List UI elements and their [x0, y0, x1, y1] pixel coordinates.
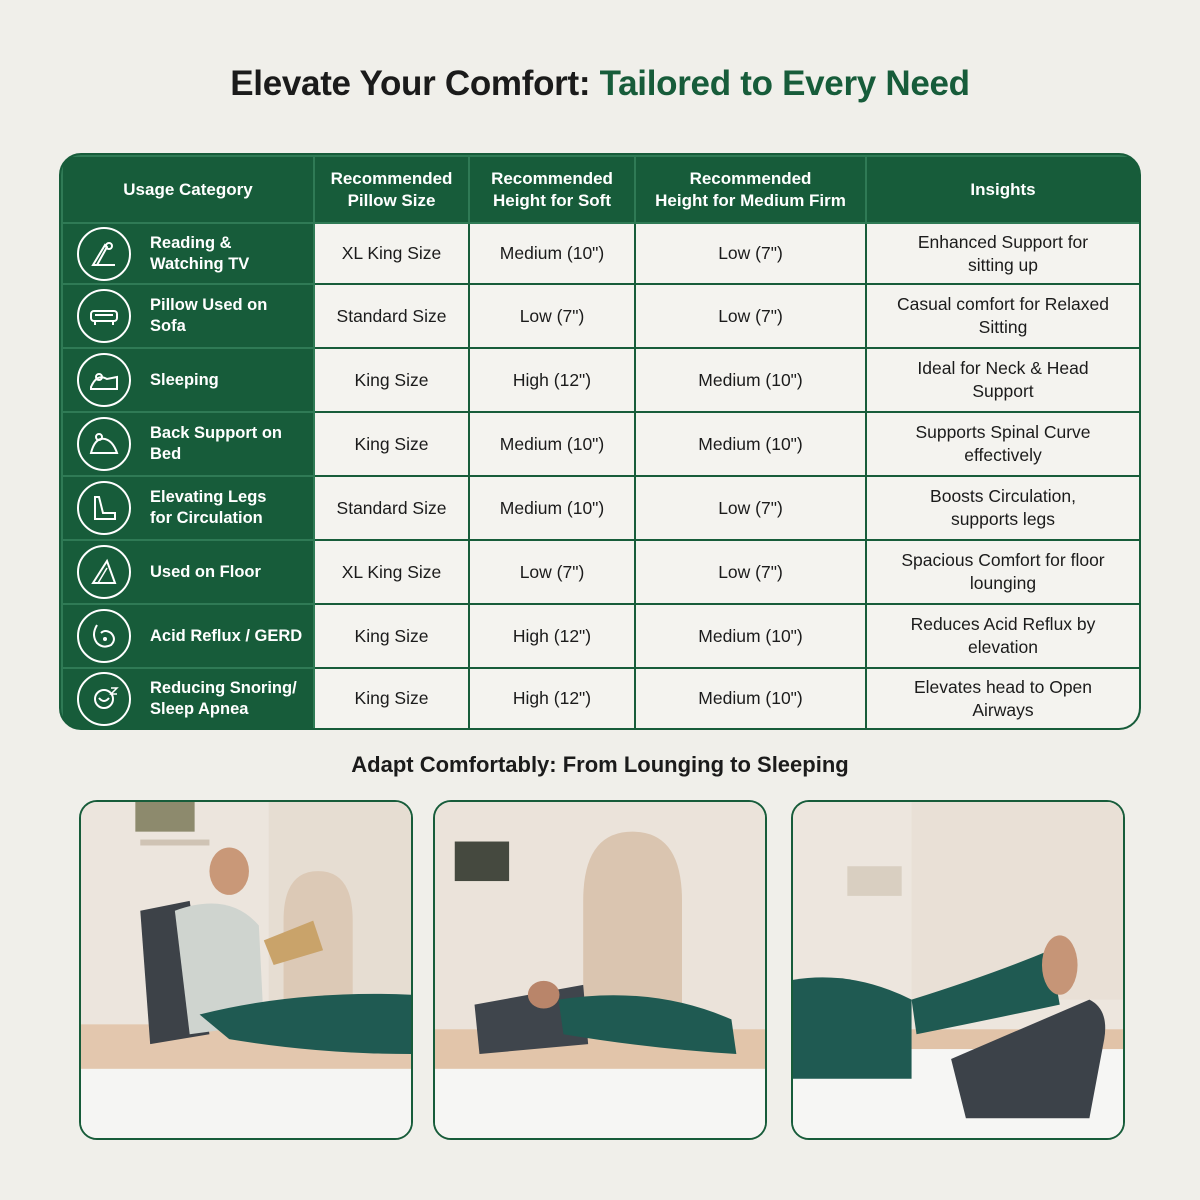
usage-category-cell [62, 412, 314, 476]
height-medium-firm-cell: Medium (10") [635, 412, 866, 476]
sofa-icon [77, 289, 131, 343]
insight-cell: Reduces Acid Reflux by elevation [866, 604, 1140, 668]
usage-category-label: Used on Floor [150, 562, 261, 581]
insight-cell: Casual comfort for Relaxed Sitting [866, 284, 1140, 348]
height-soft-cell: Medium (10") [469, 476, 635, 540]
usage-category-cell [62, 604, 314, 668]
title-part-1: Elevate Your Comfort: [230, 64, 591, 103]
height-soft-cell: Medium (10") [469, 412, 635, 476]
height-medium-firm-cell: Low (7") [635, 476, 866, 540]
table-row [62, 476, 1140, 540]
usage-category-cell [62, 348, 314, 412]
pillow-size-cell: Standard Size [314, 476, 469, 540]
insight-cell: Supports Spinal Curve effectively [866, 412, 1140, 476]
pillow-size-cell: XL King Size [314, 540, 469, 604]
height-soft-cell: High (12") [469, 604, 635, 668]
pillow-size-cell: King Size [314, 412, 469, 476]
height-medium-firm-cell: Medium (10") [635, 604, 866, 668]
sleeping-icon [77, 353, 131, 407]
usage-category-label: Reading & Watching TV [150, 233, 250, 273]
acid-reflux-icon [77, 609, 131, 663]
table-row [62, 284, 1140, 348]
table-row [62, 348, 1140, 412]
insight-cell: Boosts Circulation, supports legs [866, 476, 1140, 540]
pillow-size-cell: XL King Size [314, 223, 469, 284]
usage-category-cell [62, 476, 314, 540]
table-row [62, 668, 1140, 729]
insight-cell: Ideal for Neck & Head Support [866, 348, 1140, 412]
usage-category-label: Elevating Legs for Circulation [150, 488, 267, 527]
usage-category-cell [62, 540, 314, 604]
comparison-table [59, 153, 1141, 730]
photo-sleeping [433, 800, 767, 1140]
usage-category-cell [62, 223, 314, 284]
header-pillow-size: Recommended Pillow Size [314, 156, 469, 223]
reading-tv-icon [77, 227, 131, 281]
back-support-icon [77, 417, 131, 471]
table-row [62, 412, 1140, 476]
header-height-soft: Recommended Height for Soft [469, 156, 635, 223]
usage-category-cell [62, 668, 314, 729]
table-row [62, 604, 1140, 668]
snoring-icon [77, 672, 131, 726]
table-header-row [62, 156, 1140, 223]
header-height-medium-firm: Recommended Height for Medium Firm [635, 156, 866, 223]
usage-category-label: Back Support on Bed [150, 424, 283, 463]
elevating-legs-icon [77, 481, 131, 535]
height-soft-cell: High (12") [469, 348, 635, 412]
usage-category-label: Pillow Used on Sofa [150, 296, 268, 335]
header-insights: Insights [866, 156, 1140, 223]
height-medium-firm-cell: Medium (10") [635, 668, 866, 729]
header-usage-category: Usage Category [62, 156, 314, 223]
photo-reading [79, 800, 413, 1140]
pillow-size-cell: King Size [314, 348, 469, 412]
insight-cell: Spacious Comfort for floor lounging [866, 540, 1140, 604]
section-subtitle: Adapt Comfortably: From Lounging to Sleeping [351, 752, 849, 777]
page-title [0, 64, 1200, 104]
table-row [62, 223, 1140, 284]
height-medium-firm-cell: Low (7") [635, 540, 866, 604]
insight-cell: Elevates head to Open Airways [866, 668, 1140, 729]
title-part-2: Tailored to Every Need [599, 64, 970, 103]
usage-category-cell [62, 284, 314, 348]
height-soft-cell: High (12") [469, 668, 635, 729]
usage-category-label: Reducing Snoring/ Sleep Apnea [150, 678, 297, 718]
height-soft-cell: Low (7") [469, 540, 635, 604]
pillow-size-cell: King Size [314, 668, 469, 729]
table-row [62, 540, 1140, 604]
pillow-size-cell: King Size [314, 604, 469, 668]
floor-wedge-icon [77, 545, 131, 599]
height-medium-firm-cell: Medium (10") [635, 348, 866, 412]
height-soft-cell: Medium (10") [469, 223, 635, 284]
pillow-size-cell: Standard Size [314, 284, 469, 348]
insight-cell: Enhanced Support for sitting up [866, 223, 1140, 284]
height-soft-cell: Low (7") [469, 284, 635, 348]
photo-leg-elevation [791, 800, 1125, 1140]
usage-category-label: Sleeping [150, 370, 219, 389]
usage-category-label: Acid Reflux / GERD [150, 626, 303, 645]
height-medium-firm-cell: Low (7") [635, 284, 866, 348]
height-medium-firm-cell: Low (7") [635, 223, 866, 284]
